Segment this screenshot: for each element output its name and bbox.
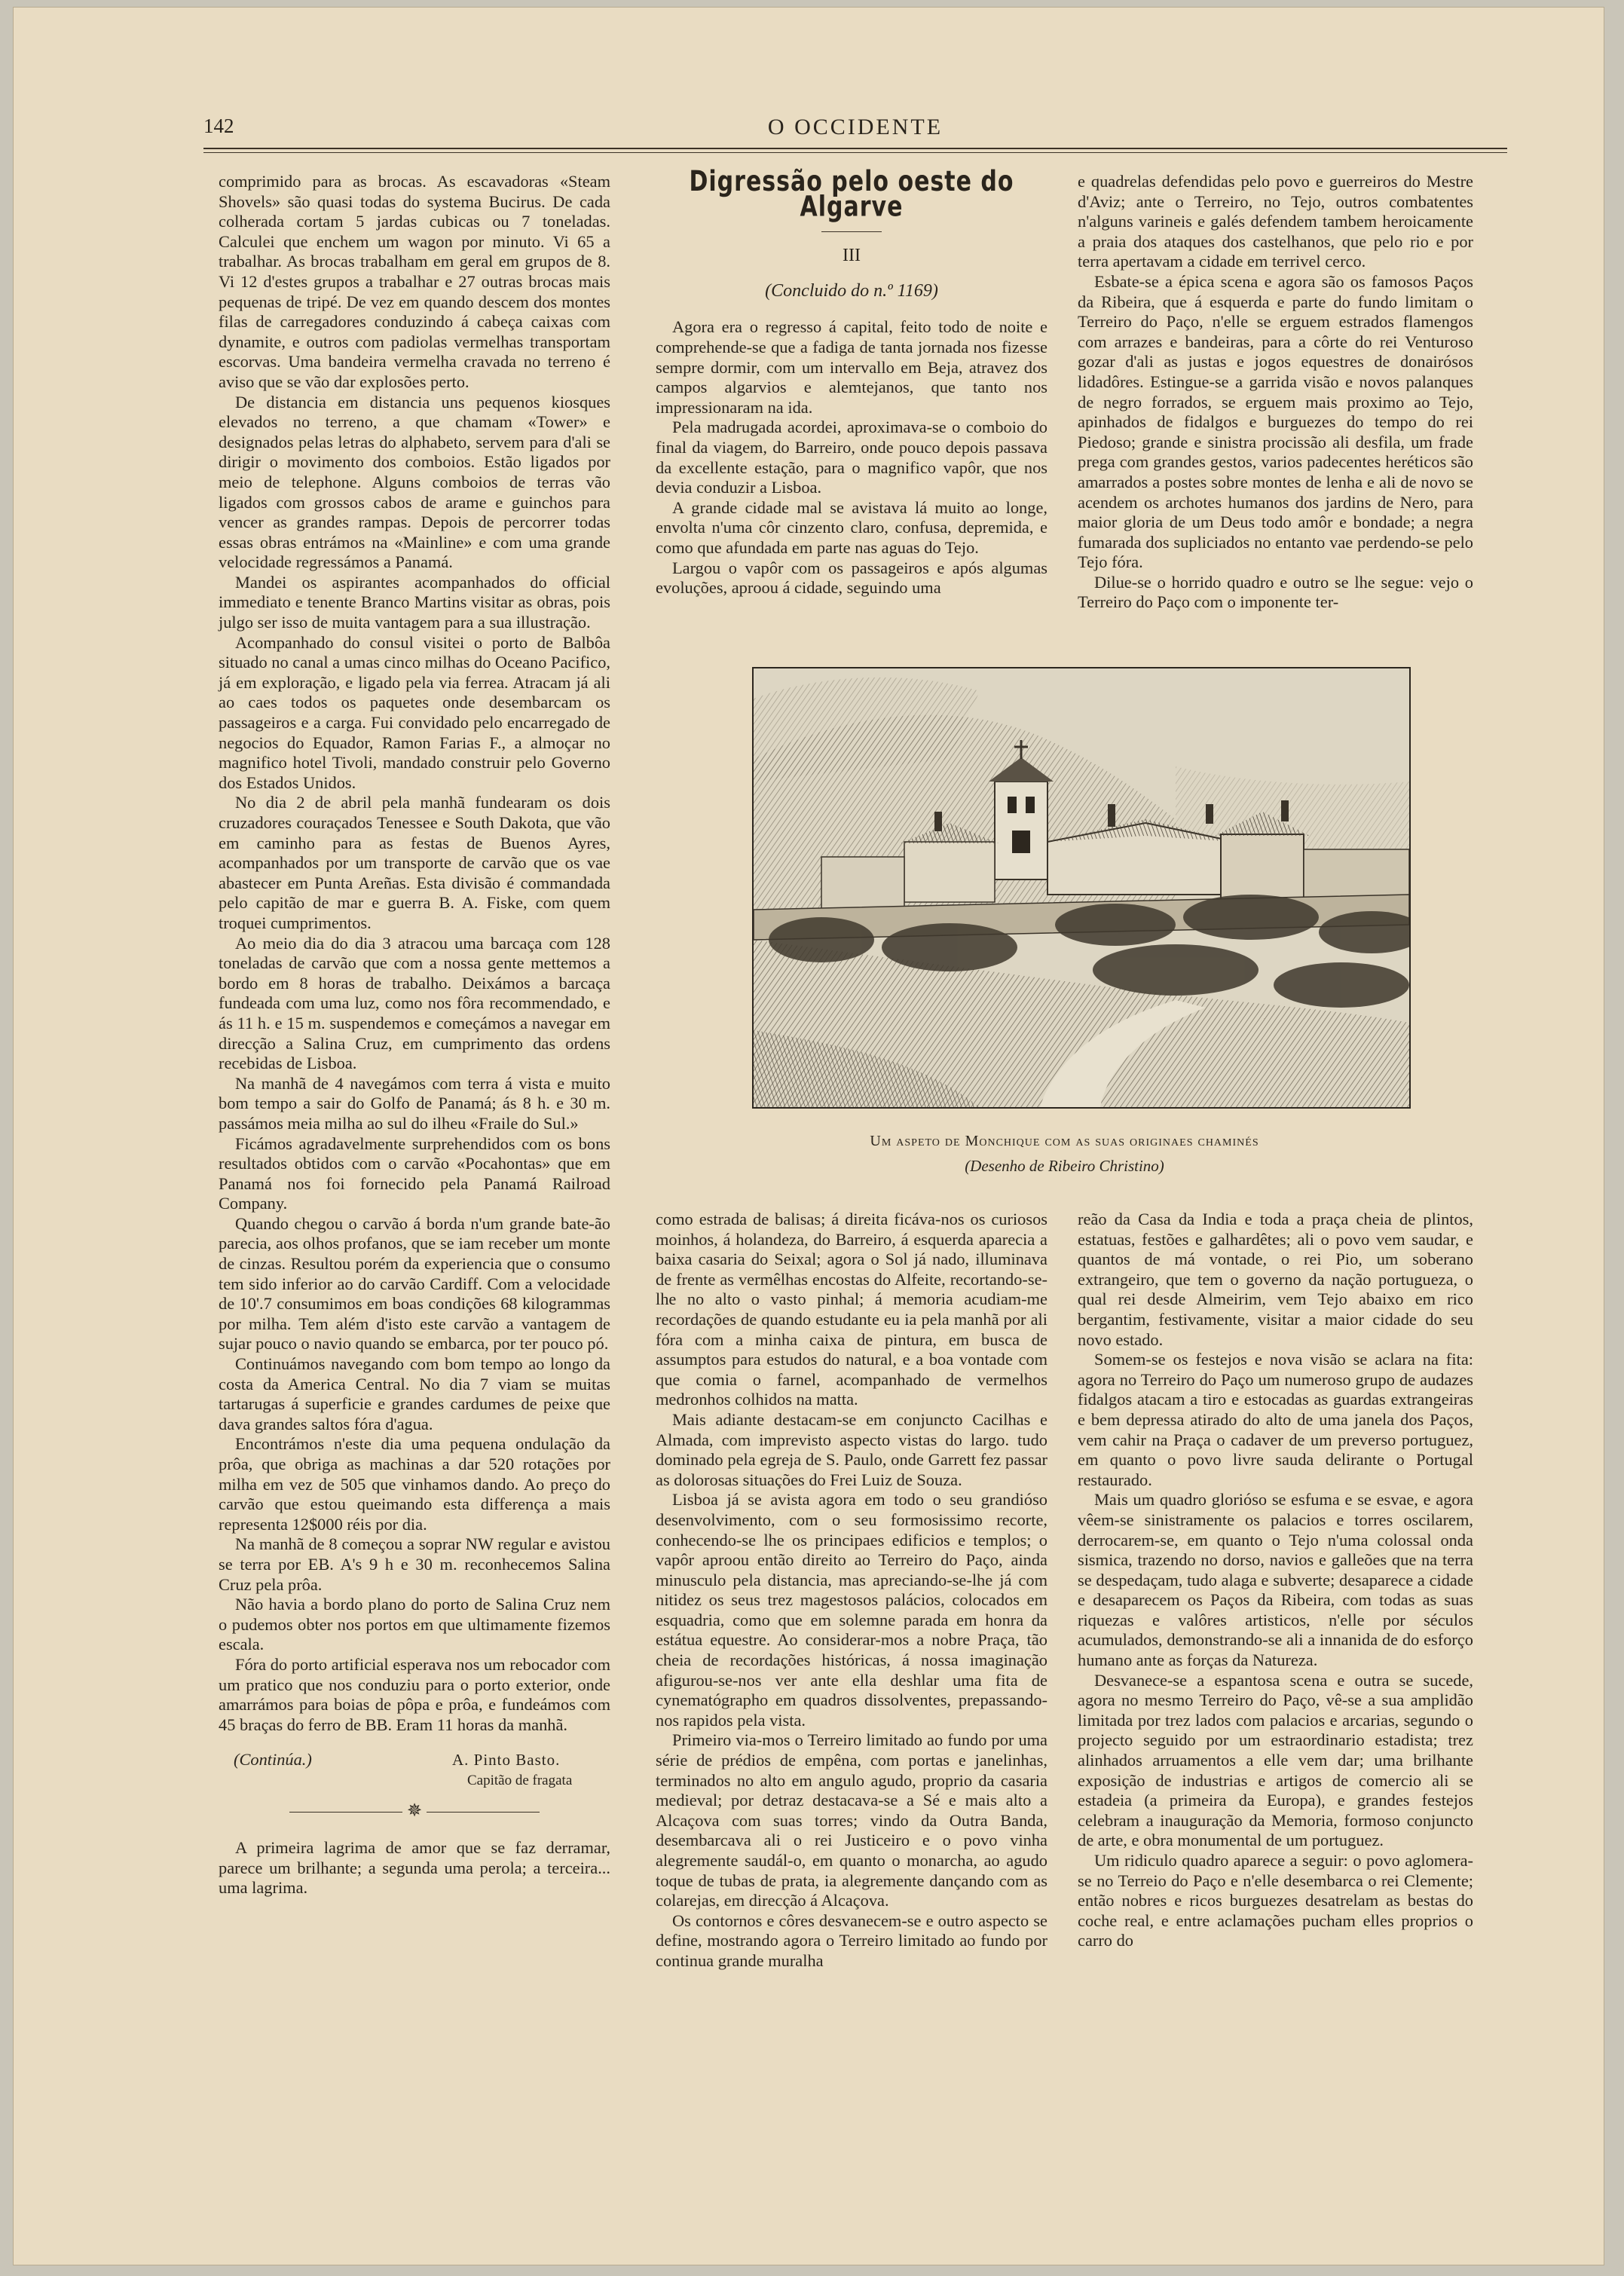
paragraph: Agora era o regresso á capital, feito todo de noite e comprehende-se que a fadiga de tanta jornada nos fizesse sempre dormir, com um intervallo em Beja, atravez dos campos algarvios e alemtejanos, que tanto nos impressionaram na ida. <box>656 317 1047 417</box>
paragraph: e quadrelas defendidas pelo povo e guerreiros do Mestre d'Aviz; ante o Terreiro, no Tejo, outros combatentes n'alguns varineis e galés defendem tambem heroicamente a praia dos ataques dos castelhanos, que pelo rio e por terra apertavam a cidade em terrivel cerco. <box>1078 172 1473 271</box>
figure-caption: Um aspeto de Monchique com as suas originaes chaminés <box>870 1133 1259 1149</box>
paragraph: Pela madrugada acordei, aproximava-se o comboio do final da viagem, do Barreiro, onde pouco depois passava da excellente estação, para o magnifico vapôr, que nos devia conduzir a Lisboa. <box>656 418 1047 497</box>
column-3-top <box>1078 172 1473 613</box>
paragraph: comprimido para as brocas. As escavadoras «Steam Shovels» são quasi todas do systema Bucirus. De cada colherada cortam 5 jardas cubicas ou 7 toneladas. Calculei que enchem um wagon por minuto. Vi 65 a trabalhar. As brocas trabalham em geral em grupos de 8. Vi 12 d'estes grupos a trabalhar e 27 outras brocas mais pequenas de tripé. De vez em quando descem dos montes filas de carregadores conduzindo á cabeça caixas com dynamite, e outros com padiolas vermelhas transportam escorvas. Uma bandeira vermelha cravada no terreno é aviso que se vão dar explosões perto. <box>219 172 610 391</box>
column-1 <box>219 172 610 1898</box>
paragraph: reão da Casa da India e toda a praça cheia de plintos, estatuas, festões e galhardêtes; ali o povo vem saudar, e quantos de má vontade, o rei Pio, um soberano extrangeiro, que tem o governo da nação portugueza, o qual rei desde Almeirim, vem Tejo abaixo em rico bergantim, festivamente, visitar a maior cidade do seu novo estado. <box>1078 1210 1473 1349</box>
paragraph: Encontrámos n'este dia uma pequena ondulação da prôa, que obriga as machinas a dar 520 rotações por milha em vez de 505 que vinhamos dando. Ao preço do carvão que estou queimando esta differença a mais representa 12$000 réis por dia. <box>219 1434 610 1534</box>
star-ornament-icon: ✵ <box>406 1801 423 1822</box>
author-title: Capitão de fragata <box>467 1773 573 1789</box>
paragraph: Os contornos e côres desvanecem-se e outro aspecto se define, mostrando agora o Terreiro limitado ao fundo por continua grande muralha <box>656 1910 1047 1970</box>
paragraph: Continuámos navegando com bom tempo ao longo da costa da America Central. No dia 7 viam se muitas tartarugas á superficie e grandes cardumes de peixe que dava grandes saltos fóra d'agua. <box>219 1354 610 1433</box>
engraving-drawing <box>754 668 1409 1107</box>
masthead: O OCCIDENTE <box>767 115 944 139</box>
page-number: 142 <box>203 115 234 137</box>
column-3-bottom <box>1078 1210 1473 1951</box>
figure-credit: (Desenho de Ribeiro Christino) <box>965 1157 1164 1175</box>
paragraph: Mais adiante destacam-se em conjuncto Cacilhas e Almada, com imprevisto aspecto vistas do largo. tudo dominado pela egreja de S. Paulo, onde Garrett fez passar as dolorosas situações do Frei Luiz de Souza. <box>656 1409 1047 1489</box>
paragraph: Dilue-se o horrido quadro e outro se lhe segue: vejo o Terreiro do Paço com o imponente ter- <box>1078 572 1473 612</box>
header-rule-thin <box>203 152 1507 153</box>
section-number: III <box>843 246 861 266</box>
paragraph: Mandei os aspirantes acompanhados do official immediato e tenente Branco Martins visitar as obras, pois julgo ser isso de muita vantagem para a sua illustração. <box>219 572 610 632</box>
paragraph: Ao meio dia do dia 3 atracou uma barcaça com 128 toneladas de carvão que com a nossa gente mettemos a bordo em 8 horas de trabalho. Deixámos a barcaça fundeada com uma luz, como nos fôra recommendado, e ás 11 h. e 15 m. suspendemos e começámos a navegar em direcção a Salina Cruz, em cumprimento das ordens recebidas de Lisboa. <box>219 933 610 1073</box>
paragraph: Acompanhado do consul visitei o porto de Balbôa situado no canal a umas cinco milhas do Oceano Pacifico, já em exploração, e ligado pela via ferrea. Atracam já ali ao caes todos os paquetes onde desembarcam os passageiros e a carga. Fui convidado pelo encarregado de negocios do Equador, Ramon Farias F., a almoçar no magnifico hotel Tivoli, mandado construir pelo Governo dos Estados Unidos. <box>219 632 610 792</box>
signature-block <box>219 1750 610 1795</box>
paragraph: Desvanece-se a espantosa scena e outra se sucede, agora no mesmo Terreiro do Paço, vê-se a sua amplidão limitada por trez lados com palacios e arcarias, segundo o projecto seguido por um estraordinario estadista; trez alinhados arruamentos a elle vem dar; uma brilhante exposição de industrias e artigos de comercio ali se estadeia (a primeira da Europa), e grandes festejos celebram a inauguração da Memoria, formoso conjuncto de arte, e obra monumental de um portuguez. <box>1078 1670 1473 1850</box>
paragraph: Somem-se os festejos e nova visão se aclara na fita: agora no Terreiro do Paço um numeroso grupo de audazes fidalgos atacam a tiro e estocadas as guardas extrangeiras e bem depressa atirado do alto de uma janela dos Paços, vem cahir na Praça o cadaver de um preverso portuguez, em quanto o povo livre sauda delirante o Portugal restaurado. <box>1078 1350 1473 1489</box>
author-signature: A. Pinto Basto. <box>452 1751 561 1770</box>
paragraph: Mais um quadro glorióso se esfuma e se esvae, e agora vêem-se sinistramente os palacios e torres oscilarem, derrocarem-se, em quanto o Tejo n'uma colossal onda sismica, trazendo no dorso, navios e galleões que na terra se despedaçam, tudo alaga e subverte; desaparece a cidade e desaparecem os Paços da Ribeira, com todas as suas riquezas e valôres artisticos, n'elle por séculos acumulados, demonstrando-se ali a innanida de do esforço humano ante as forças da Natureza. <box>1078 1490 1473 1670</box>
article-title: Digressão pelo oeste do Algarve <box>689 165 1014 224</box>
paragraph: Na manhã de 8 começou a soprar NW regular e avistou se terra por EB. A's 9 h e 30 m. reconhecemos Salina Cruz pela prôa. <box>219 1534 610 1594</box>
header-rule <box>203 148 1507 149</box>
paragraph: A grande cidade mal se avistava lá muito ao longe, envolta n'uma côr cinzento claro, confusa, depremida, e como que afundada em parte nas aguas do Tejo. <box>656 497 1047 557</box>
paragraph: De distancia em distancia uns pequenos kiosques elevados no terreno, a que chamam «Tower» e designados pelas letras do alphabeto, servem para d'ali se dirigir o movimento dos comboios. Estão ligados por meio de telephone. Alguns comboios de terras vão ligados com grossos cabos de arame e guinchos para vencer as grandes rampas. Depois de percorrer todas essas obras entrámos na «Mainline» e com uma grande velocidade regressámos a Panamá. <box>219 392 610 572</box>
paragraph: Não havia a bordo plano do porto de Salina Cruz nem o pudemos obter nos portos em que ultimamente fizemos escala. <box>219 1595 610 1654</box>
monchique-illustration <box>752 667 1411 1109</box>
paragraph: Lisboa já se avista agora em todo o seu grandióso desenvolvimento, com o seu formosissimo recorte, conhecendo-se lhe os principaes edificios e templos; o vapôr aproou então direito ao Terreiro do Paço, ainda minusculo pela distancia, mas apreciando-se-lhe já com nitidez os seus trez magestosos palácios, colocados em esquadria, como que em solemne parada em honra da estátua equestre. Ao considerar-mos a nobre Praça, tão cheia de recordações históricas, á nossa imaginação afigurou-se-nos ver ante ella deshlar uma fita de cynematógrapho em quadros dissolventes, prepassando-nos rapidos pela vista. <box>656 1490 1047 1730</box>
paragraph: Na manhã de 4 navegámos com terra á vista e muito bom tempo a sair do Golfo de Panamá; ás 8 h. e 30 m. passámos meia milha ao sul do ilheu «Fraile do Sul.» <box>219 1073 610 1133</box>
paragraph: Quando chegou o carvão á borda n'um grande bate-ão parecia, aos olhos profanos, que se iam receber um monte de cinzas. Resultou porém da experiencia que o consumo tem sido inferior ao do carvão Cardiff. Com a velocidade de 10'.7 consumimos em boas condições 68 kilogrammas por milha. Tem além d'isto este carvão a vantagem de sujar pouco o navio quando se embarca, por ter pouco pó. <box>219 1213 610 1354</box>
paragraph: Primeiro via-mos o Terreiro limitado ao fundo por uma série de prédios de empêna, com portas e janelinhas, terminados no alto em angulo agudo, proprio da casaria medieval; por detraz destacava-se a Sé e mais alto a Alcaçova com suas torres; vindo da Outra Banda, desembarcava ali o rei Justiceiro e o povo vinha alegremente saudál-o, em quanto o monarcha, ao agudo toque de tubas de prata, ia alegremente dançando com as colarejas, em direcção á Alcaçova. <box>656 1730 1047 1910</box>
concluded-note: (Concluido do n.º 1169) <box>765 280 938 301</box>
column-2-bottom <box>656 1210 1047 1972</box>
paragraph: como estrada de balisas; á direita ficáva-nos os curiosos moinhos, á holandeza, do Barreiro, á esquerda aparecia a baixa casaria do Seixal; agora o Sol já nado, illuminava de frente as vermêlhas encostas do Alfeite, recortando-se-lhe no alto o vasto pinhal; á memoria acudiam-me recordações de quando estudante eu ia pela manhã por ali fóra com a minha caixa de pintura, em busca de assumptos para estudos do natural, e a boa vontade com que comia o farnel, acompanhado de vermelhos medronhos colhidos na matta. <box>656 1210 1047 1409</box>
quote-paragraph: A primeira lagrima de amor que se faz derramar, parece um brilhante; a segunda uma perola; a terceira... uma lagrima. <box>219 1837 610 1898</box>
paragraph: No dia 2 de abril pela manhã fundearam os dois cruzadores couraçados Tenessee e South Dakota, que vão em caminho para as festas de Buenos Ayres, acompanhados por um transporte de carvão que os vae abastecer em Punta Areñas. Esta divisão é commandada pelo capitão de mar e guerra B. A. Fiske, com quem troquei cumprimentos. <box>219 793 610 932</box>
column-2-top <box>656 165 1047 598</box>
paragraph: Um ridiculo quadro aparece a seguir: o povo aglomera-se no Terreio do Paço e n'elle desembarca o rei Clemente; então nobres e ricos burguezes desatrelam as bestas do coche real, e entre aclamações pucham elles proprios o carro do <box>1078 1851 1473 1950</box>
ornament-divider <box>219 1801 610 1822</box>
paragraph: Ficámos agradavelmente surprehendidos com os bons resultados obtidos com o carvão «Pocahontas» que em Panamá nos foi fornecido pela Panamá Railroad Company. <box>219 1133 610 1213</box>
page-header <box>203 115 1507 145</box>
continua-note: (Continúa.) <box>234 1750 312 1770</box>
title-rule <box>821 231 882 232</box>
paragraph: Fóra do porto artificial esperava nos um rebocador com um pratico que nos conduziu para o porto exterior, onde amarrámos para boias de pôpa e prôa, e fundeámos com 45 braças do ferro de BB. Eram 11 horas da manhã. <box>219 1654 610 1734</box>
paragraph: Largou o vapôr com os passageiros e após algumas evoluções, aproou á cidade, seguindo uma <box>656 558 1047 598</box>
paragraph: Esbate-se a épica scena e agora são os famosos Paços da Ribeira, que á esquerda e parte do fundo limitam o Terreiro do Paço, n'elle se erguem estrados flamengos com arrazes e bandeiras, para a côrte do rei Venturoso gozar d'ali as justas e jogos equestres de donairósos lidadôres. Estingue-se a garrida visão e novos palanques de negro forrados, se erguem mais proximo ao Tejo, apinhados de fidalgos e burguezes do tempo do rei Piedoso; grande e sinistra procissão ali desfila, um frade prega com grandes gestos, varios padecentes heréticos são amarrados a postes sobre montes de lenha e ali de novo se acendem os archotes humanos dos jardins de Nero, para maior gloria de um Deus todo amôr e bondade; a negra fumarada dos supliciados no entanto vae perdendo-se pelo Tejo fóra. <box>1078 271 1473 572</box>
